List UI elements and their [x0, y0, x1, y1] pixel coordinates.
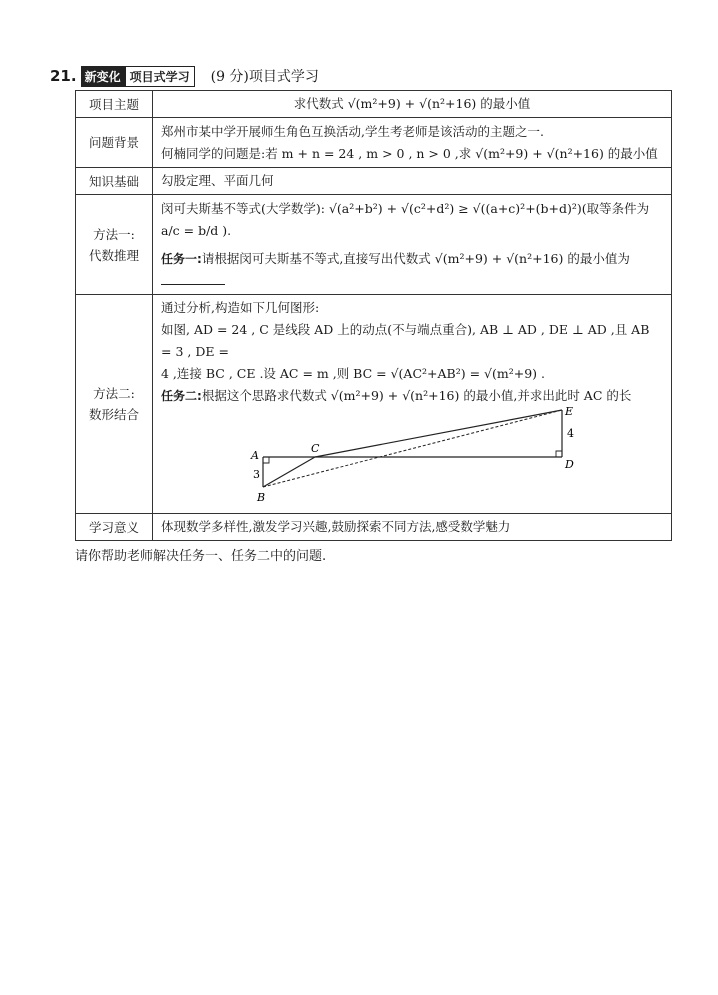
row-method2 — [76, 295, 672, 514]
right-angle-a — [263, 457, 269, 463]
meaning-label: 学习意义 — [76, 514, 153, 541]
method2-content — [153, 295, 672, 514]
task1-label: 任务一: — [161, 251, 202, 266]
question-score: (9 分)项目式学习 — [210, 69, 319, 85]
segment-ce — [315, 410, 562, 457]
label-e: E — [565, 407, 574, 418]
label-c: C — [311, 442, 320, 455]
label-b: B — [257, 491, 266, 503]
segment-bc — [263, 457, 315, 487]
task1-answer-blank[interactable] — [161, 272, 225, 285]
background-line-1: 郑州市某中学开展师生角色互换活动,学生考老师是该活动的主题之一. — [161, 123, 544, 139]
method1-label — [76, 195, 153, 295]
geometry-figure — [237, 407, 657, 503]
method1-label-line-1: 方法一: — [93, 226, 135, 242]
method2-label — [76, 295, 153, 514]
row-background — [76, 118, 672, 168]
right-angle-d — [556, 451, 562, 457]
label-ab-length: 3 — [253, 468, 260, 481]
knowledge-text: 勾股定理、平面几何 — [153, 168, 672, 195]
segment-be-dashed — [263, 410, 562, 487]
topic-text: 求代数式 √(m²+9) + √(n²+16) 的最小值 — [153, 91, 672, 118]
project-learning-tag: 项目式学习 — [125, 66, 195, 87]
label-a: A — [251, 449, 259, 462]
method2-label-line-2: 数形结合 — [88, 407, 139, 422]
method2-label-line-1: 方法二: — [93, 386, 135, 401]
method2-line-3: 4 ,连接 BC , CE .设 AC = m ,则 BC = √(AC²+AB²) = √(m²+9) . — [161, 366, 545, 381]
method2-line-1: 通过分析,构造如下几何图形: — [161, 300, 320, 315]
label-de-length: 4 — [567, 427, 574, 440]
task2-label: 任务二: — [161, 389, 202, 403]
background-label: 问题背景 — [76, 118, 153, 168]
row-topic — [76, 91, 672, 118]
row-meaning — [76, 514, 672, 541]
background-content — [153, 118, 672, 168]
method1-line-2: a/c = b/d ). — [161, 222, 232, 238]
task2 — [161, 385, 663, 407]
task1-text: 请根据闵可夫斯基不等式,直接写出代数式 √(m²+9) + √(n²+16) 的最小值为 — [201, 250, 630, 266]
question-header — [50, 66, 319, 86]
new-change-tag: 新变化 — [81, 66, 125, 87]
row-knowledge — [76, 168, 672, 195]
question-instruction: 请你帮助老师解决任务一、任务二中的问题. — [75, 549, 327, 564]
question-number: 21. — [50, 67, 77, 85]
label-d: D — [565, 458, 574, 471]
method2-line-2: 如图, AD = 24 , C 是线段 AD 上的动点(不与端点重合), AB ⊥ AD , DE ⊥ AD ,且 AB = 3 , DE = — [161, 322, 650, 359]
meaning-text: 体现数学多样性,激发学习兴趣,鼓励探索不同方法,感受数学魅力 — [153, 514, 672, 541]
method1-content — [153, 195, 672, 295]
method1-line-1: 闵可夫斯基不等式(大学数学): √(a²+b²) + √(c²+d²) ≥ √((a+c)²+(b+d)²)(取等条件为 — [161, 200, 650, 216]
task1 — [161, 248, 663, 292]
topic-label: 项目主题 — [76, 91, 153, 118]
row-method1 — [76, 195, 672, 295]
task2-text: 根据这个思路求代数式 √(m²+9) + √(n²+16) 的最小值,并求出此时 AC 的长 — [201, 388, 632, 403]
background-line-2: 何楠同学的问题是:若 m + n = 24 , m > 0 , n > 0 ,求 √(m²+9) + √(n²+16) 的最小值 — [161, 145, 658, 161]
method1-label-line-2: 代数推理 — [88, 247, 139, 263]
project-table — [75, 90, 672, 541]
knowledge-label: 知识基础 — [76, 168, 153, 195]
